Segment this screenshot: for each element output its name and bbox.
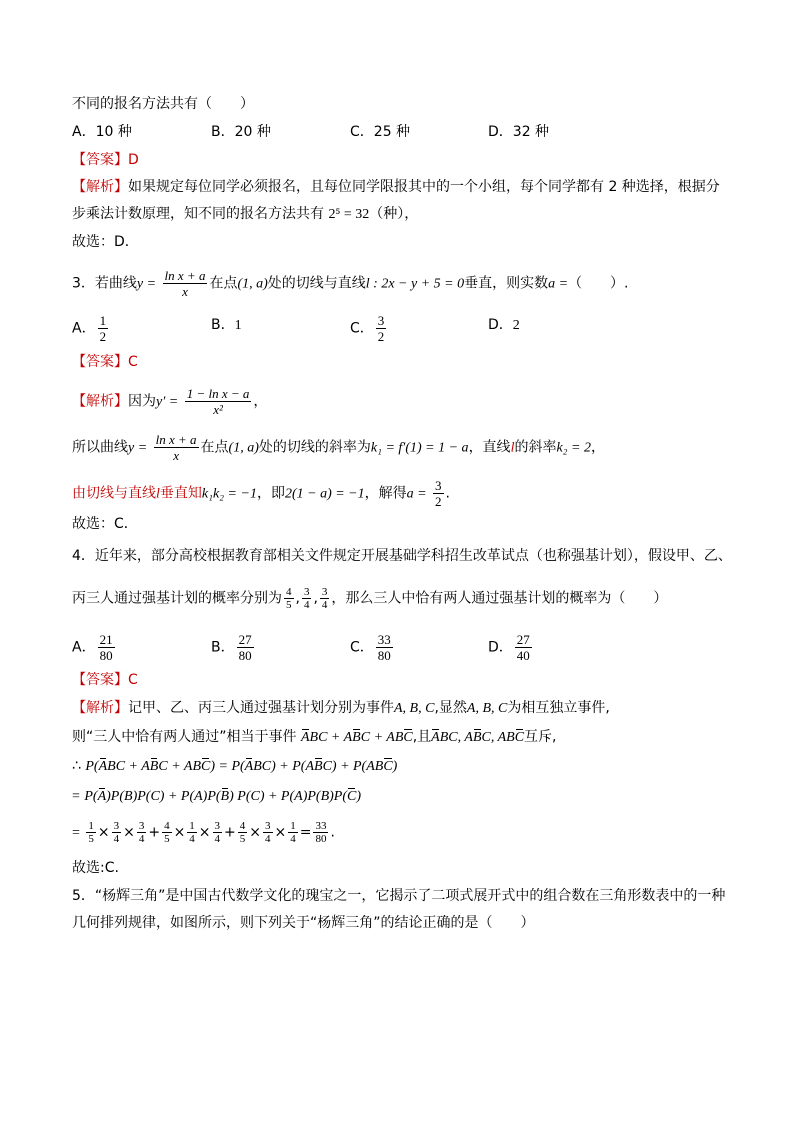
q4-analysis-line4: = P(A)P(B)P(C) + P(A)P(B) P(C) + P(A)P(B)P(C) xyxy=(72,786,361,807)
q4-option-d: D． $\frac{27}{40}$ xyxy=(488,632,530,663)
q4-answer: 【答案】C xyxy=(72,672,138,688)
q4-analysis-line1: 【解析】记甲、乙、丙三人通过强基计划分别为事件A, B, C,显然A, B, C为相互独立事件, xyxy=(72,700,610,716)
q4-conclusion: 故选:C. xyxy=(72,860,119,876)
q3-option-d: D．2 xyxy=(488,317,520,333)
q2-analysis-line2: 步乘法计数原理，知不同的报名方法共有 2⁵ = 32（种）， xyxy=(72,206,419,222)
q3-analysis-line1: 【解析】因为y′ = $\frac{\text{1 − ln x − a}}{\text{x²}}$ ， xyxy=(72,386,268,417)
event-sum-1: ABC + ABC + ABC xyxy=(301,730,413,745)
q3-stem: 3．若曲线y = $\frac{\text{ln x + a}}{x}$ 在点(1, a)处的切线与直线l : 2x − y + 5 = 0垂直，则实数a =（ ）. xyxy=(72,268,629,299)
q5-stem-line2: 几何排列规律，如图所示，则下列关于“杨辉三角”的结论正确的是（ ） xyxy=(72,915,535,931)
q4-option-b: B． $\frac{27}{80}$ xyxy=(211,632,252,663)
q2-option-c: C．25 种 xyxy=(350,124,411,140)
q4-analysis-line3: ∴ P(ABC + ABC + ABC) = P(ABC) + P(ABC) + P(ABC) xyxy=(72,756,397,777)
q3-conclusion: 故选：C． xyxy=(72,516,138,532)
q3-answer: 【答案】C xyxy=(72,354,138,370)
q2-analysis-line1: 【解析】如果规定每位同学必须报名，且每位同学限报其中的一个小组，每个同学都有 2 种选择，根据分 xyxy=(72,179,720,195)
q4-stem-line2: 丙三人通过强基计划的概率分别为 $\frac{4}{5}$ , $\frac{3}{4}$ , $\frac{3}{4}$ ，那么三人中恰有两人通过强基计划的概率为（ ） xyxy=(72,586,668,611)
event-list: ABC, ABC, ABC xyxy=(431,730,524,745)
q3-option-c: C． $\frac{3}{2}$ xyxy=(350,313,385,344)
q5-stem-line1: 5．“杨辉三角”是中国古代数学文化的瑰宝之一，它揭示了二项式展开式中的组合数在三角形数表中的一种 xyxy=(72,888,726,904)
q3-analysis-line2: 所以曲线y = $\frac{\text{ln x + a}}{x}$ 在点(1, a)处的切线的斜率为k₁ = f′(1) = 1 − a，直线l的斜率k₂ = 2， xyxy=(72,432,605,463)
q3-analysis-line3: 由切线与直线l垂直知k₁k₂ = −1，即2(1 − a) = −1，解得a = $\frac{3}{2}$ . xyxy=(72,478,450,509)
q2-option-d: D．32 种 xyxy=(488,124,550,140)
q4-stem-line1: 4．近年来，部分高校根据教育部相关文件规定开展基础学科招生改革试点（也称强基计划），假设甲、乙、 xyxy=(72,548,732,564)
q2-option-b: B．20 种 xyxy=(211,124,271,140)
q4-option-a: A． $\frac{21}{80}$ xyxy=(72,632,113,663)
q2-stem-tail: 不同的报名方法共有（ ） xyxy=(72,96,254,112)
q2-option-a: A．10 种 xyxy=(72,124,132,140)
q4-analysis-line5: = $\frac{1}{5}$ × $\frac{3}{4}$ × $\frac{3}{4}$ + $\frac{4}{5}$ × $\frac{1}{4}$ × $\frac{3}{4}$ + $\frac{4}{5}$ × $\frac{3}{4}$ × $\frac{1}{4}$ = $\frac{33}{80}$ . xyxy=(72,820,335,845)
q2-answer: 【答案】D xyxy=(72,152,139,168)
q3-curve-fraction: $\frac{\text{ln x + a}}{x}$ xyxy=(164,268,206,299)
q4-option-c: C． $\frac{33}{80}$ xyxy=(350,632,391,663)
q2-conclusion: 故选：D． xyxy=(72,234,139,250)
q4-analysis-line2: 则“三人中恰有两人通过”相当于事件 ABC + ABC + ABC,且ABC, ABC, ABC互斥, xyxy=(72,727,557,748)
q3-option-b: B．1 xyxy=(211,317,242,333)
q3-option-a: A． $\frac{1}{2}$ xyxy=(72,313,107,344)
